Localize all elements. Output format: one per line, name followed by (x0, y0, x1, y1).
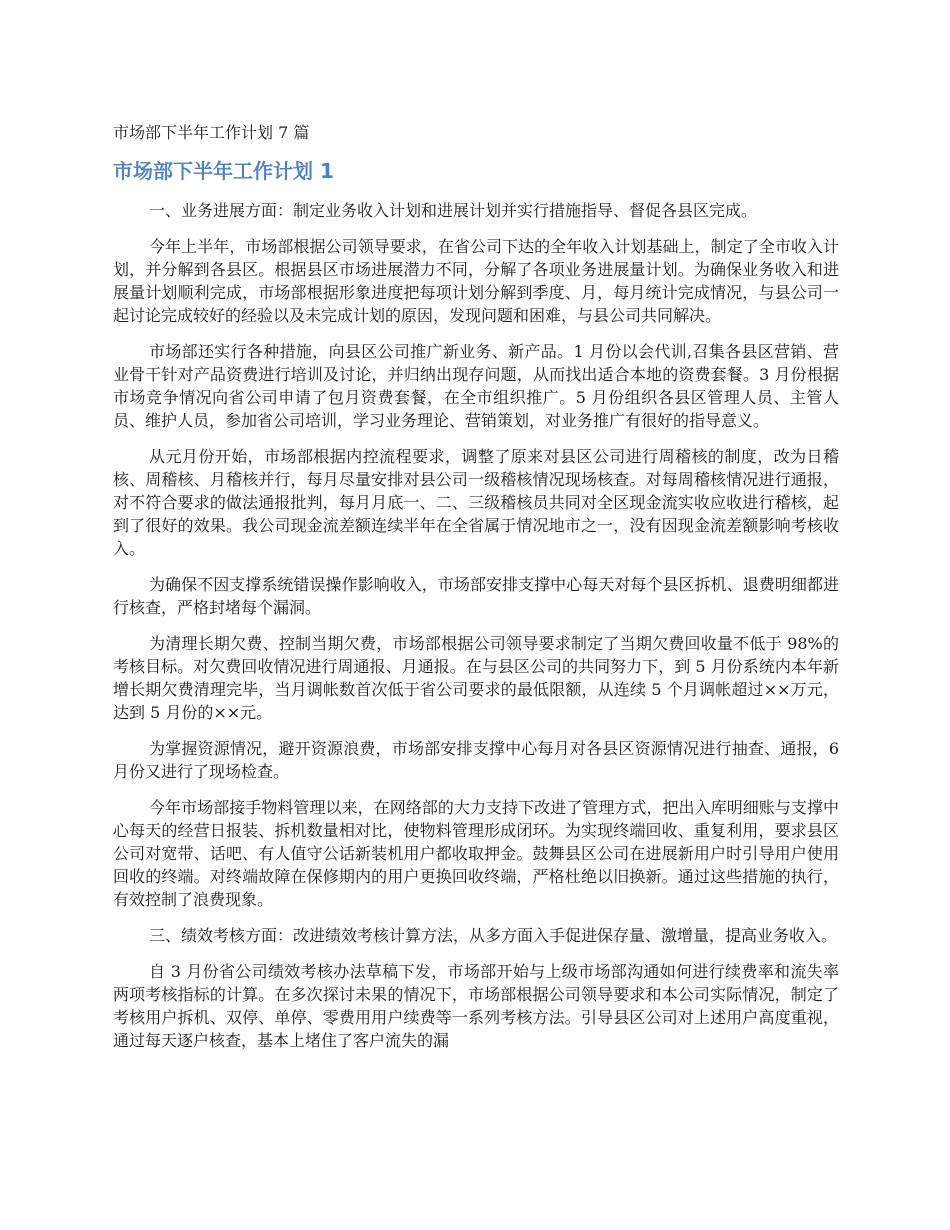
paragraph-2: 今年上半年，市场部根据公司领导要求，在省公司下达的全年收入计划基础上，制定了全市收入计划，并分解到各县区。根据县区市场进展潜力不同，分解了各项业务进展量计划。为确保业务收入和进展量计划顺利完成，市场部根据形象进度把每项计划分解到季度、月，每月统计完成情况，与县公司一起讨论完成较好的经验以及未完成计划的原因，发现问题和困难，与县公司共同解决。 (113, 237, 839, 325)
section-heading: 市场部下半年工作计划 1 (113, 159, 334, 183)
paragraph-1: 一、业务进展方面：制定业务收入计划和进展计划并实行措施指导、督促各县区完成。 (149, 201, 758, 220)
paragraph-9: 三、绩效考核方面：改进绩效考核计算方法，从多方面入手促进保存量、激增量，提高业务收入。 (149, 926, 838, 945)
paragraph-5: 为确保不因支撑系统错误操作影响收入，市场部安排支撑中心每天对每个县区拆机、退费明细都进行核查，严格封堵每个漏洞。 (113, 575, 839, 617)
document-page (113, 120, 839, 1065)
paragraph-4: 从元月份开始，市场部根据内控流程要求，调整了原来对县区公司进行周稽核的制度，改为日稽核、周稽核、月稽核并行，每月尽量安排对县公司一级稽核情况现场核查。对每周稽核情况进行通报，对不符合要求的做法通报批判，每月月底一、二、三级稽核员共同对全区现金流实收应收进行稽核，起到了很好的效果。我公司现金流差额连续半年在全省属于情况地市之一，没有因现金流差额影响考核收入。 (113, 447, 839, 558)
paragraph-10: 自 3 月份省公司绩效考核办法草稿下发，市场部开始与上级市场部沟通如何进行续费率和流失率两项考核指标的计算。在多次探讨未果的情况下，市场部根据公司领导要求和本公司实际情况，制定了考核用户拆机、双停、单停、零费用用户续费等一系列考核方法。引导县区公司对上述用户高度重视，通过每天逐户核查，基本上堵住了客户流失的漏 (113, 962, 839, 1050)
document-title: 市场部下半年工作计划 7 篇 (113, 123, 310, 142)
paragraph-7: 为掌握资源情况，避开资源浪费，市场部安排支撑中心每月对各县区资源情况进行抽查、通报，6 月份又进行了现场检查。 (113, 739, 839, 781)
paragraph-3: 市场部还实行各种措施，向县区公司推广新业务、新产品。1 月份以会代训,召集各县区营销、营业骨干针对产品资费进行培训及讨论，并归纳出现存问题，从而找出适合本地的资费套餐。3 月份根据市场竞争情况向省公司申请了包月资费套餐，在全市组织推广。5 月份组织各县区管理人员、主管人员、维护人员，参加省公司培训，学习业务理论、营销策划，对业务推广有很好的指导意义。 (113, 342, 839, 430)
paragraph-8: 今年市场部接手物料管理以来，在网络部的大力支持下改进了管理方式，把出入库明细账与支撑中心每天的经营日报装、拆机数量相对比，使物料管理形成闭环。为实现终端回收、重复利用，要求县区公司对宽带、话吧、有人值守公话新装机用户都收取押金。鼓舞县区公司在进展新用户时引导用户使用回收的终端。对终端故障在保修期内的用户更换回收终端，严格杜绝以旧换新。通过这些措施的执行，有效控制了浪费现象。 (113, 798, 839, 909)
paragraph-6: 为清理长期欠费、控制当期欠费，市场部根据公司领导要求制定了当期欠费回收量不低于 98%的考核目标。对欠费回收情况进行周通报、月通报。在与县区公司的共同努力下，到 5 月份系统内本年新增长期欠费清理完毕，当月调帐数首次低于省公司要求的最低限额，从连续 5 个月调帐超过××万元，达到 5 月份的××元。 (113, 634, 839, 722)
